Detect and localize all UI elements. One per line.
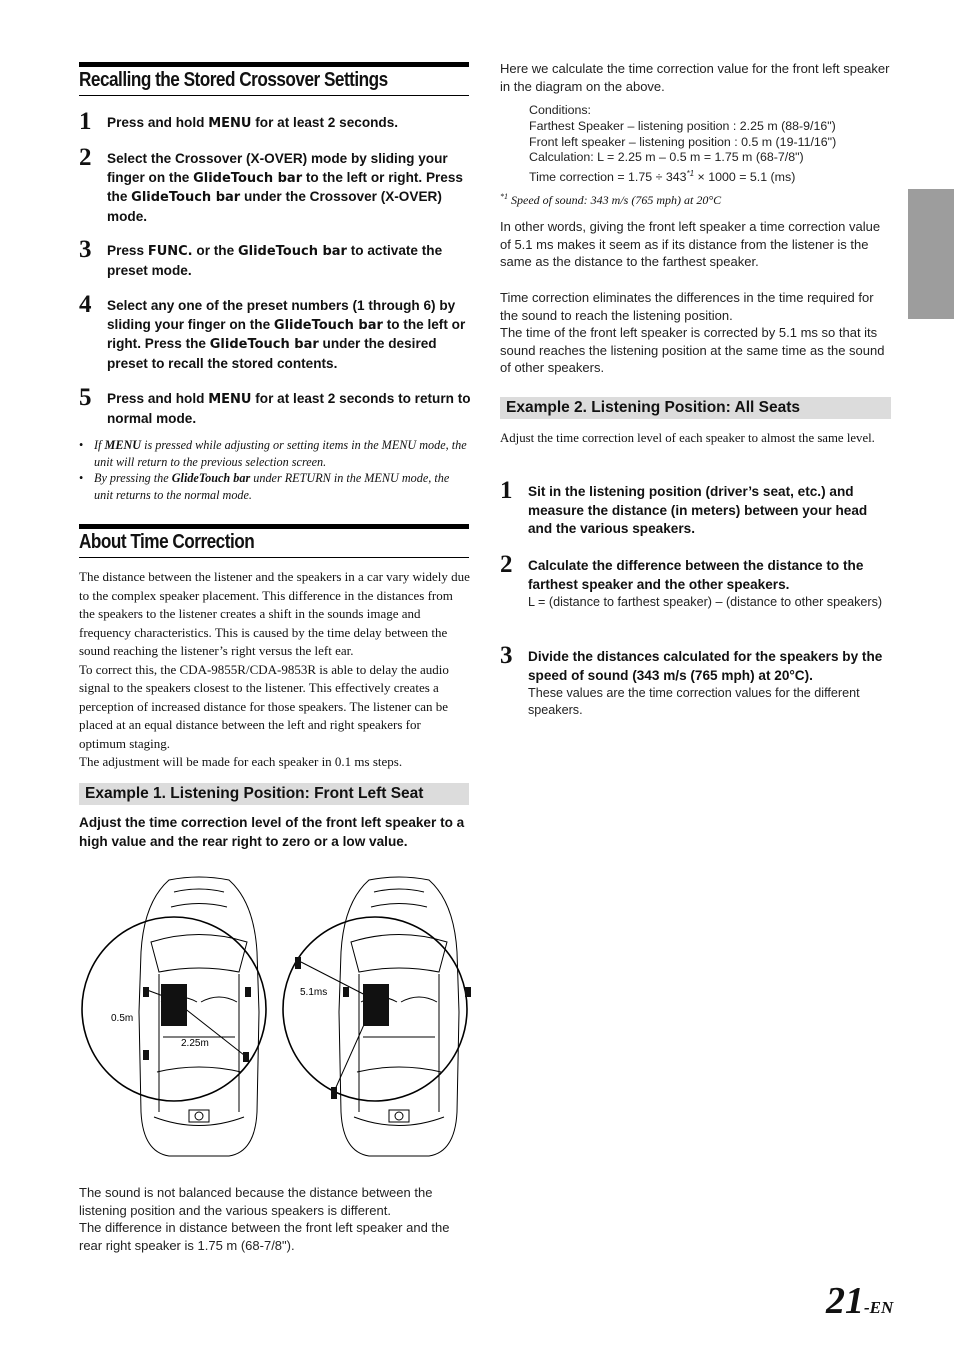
note-item: • By pressing the GlideTouch bar under RETURN in the MENU mode, the unit returns to the normal mode. xyxy=(79,470,469,503)
all-seats-step-3: 3 Divide the distances calculated for the speakers by the speed of sound (343 m/s (765 mph) at 20°C). These values are the time correction values for the different speakers. xyxy=(500,642,883,717)
notes-list xyxy=(79,437,469,503)
recall-step-3: 3 Press FUNC. or the GlideTouch bar to activate the preset mode. xyxy=(79,236,443,278)
para-in-other-words: In other words, giving the front left speaker a time correction value of 5.1 ms makes it seem as if its distance from the listener is the same as the distance to the farthest speaker. xyxy=(500,219,881,270)
example1-instruction: Adjust the time correction level of the front left speaker to a high value and the rear right to zero or a low value. xyxy=(79,815,465,849)
recall-step-2: 2 Select the Crossover (X-OVER) mode by sliding your finger on the GlideTouch bar to the left or right. Press the GlideTouch bar under the Crossover (X-OVER) mode. xyxy=(79,144,463,224)
all-seats-step-1: 1 Sit in the listening position (driver’s seat, etc.) and measure the distance (in meters) between your head and the various speakers. xyxy=(500,477,868,536)
heading-about-time-correction: About Time Correction xyxy=(79,524,469,558)
footnote: $^{*1}$ Speed of sound: 343 m/s (765 mph) at 20°C xyxy=(500,192,722,207)
recall-step-1: 1 Press and hold MENU for at least 2 seconds. xyxy=(79,108,399,135)
car-speaker-diagram xyxy=(79,872,471,1162)
calc-intro: Here we calculate the time correction value for the front left speaker in the diagram on the above. xyxy=(500,61,890,94)
label-0-5m: 0.5m xyxy=(111,1013,134,1024)
diagram-caption: The sound is not balanced because the distance between the listening position and the various speakers is different. The difference in distance between the front left speaker and the rear right speaker is 1.75 m (68-7/8"). xyxy=(79,1185,450,1253)
section-tab xyxy=(908,189,954,319)
note-item: • If MENU is pressed while adjusting or setting items in the MENU mode, the unit will return to the previous selection screen. xyxy=(79,437,469,470)
seat-right xyxy=(363,984,389,1026)
seat-left xyxy=(161,984,187,1026)
para-time-correction: Time correction eliminates the differences in the time required for the sound to reach the listening position. The time of the front left speaker is corrected by 5.1 ms so that its sound reaches the listening position at the same time as the sound of other speakers. xyxy=(500,290,885,376)
speaker-icons xyxy=(143,957,471,1099)
conditions-block: Conditions: Farthest Speaker – listening position : 2.25 m (88-9/16") Front left speaker – listening position : 0.5 m (19-11/16") Calculation: L = 2.25 m – 0.5 m = 1.75 m (68-7/8") Time correction = $1.75 \div 343^{*1} \times 1000 = 5.1$ (ms) xyxy=(529,103,837,185)
recall-step-4: 4 Select any one of the preset numbers (1 through 6) by sliding your finger on the GlideTouch bar to the left or right. Press the GlideTouch bar under the desired preset to recall the stored contents. xyxy=(79,291,466,371)
label-2-25m: 2.25m xyxy=(181,1038,209,1049)
recall-step-5: 5 Press and hold MENU for at least 2 seconds to return to normal mode. xyxy=(79,384,471,426)
heading-recalling-crossover: Recalling the Stored Crossover Settings xyxy=(79,62,469,96)
page-number: 21-EN xyxy=(826,1280,894,1322)
all-seats-step-2: 2 Calculate the difference between the distance to the farthest speaker and the other speakers. L = (distance to farthest speaker) – (distance to other speakers) xyxy=(500,551,883,609)
example2-title-bar: Example 2. Listening Position: All Seats xyxy=(500,397,891,419)
example1-title-bar: Example 1. Listening Position: Front Left Seat xyxy=(79,783,469,805)
time-correction-body: The distance between the listener and the speakers in a car vary widely due to the complex speaker placement. This difference in the distances from the speakers to the listener creates a shift in the sounds image and frequency characteristics. This is caused by the time delay between the sound reaching the listener’s right versus the left ear. To correct this, the CDA-9855R/CDA-9853R is able to delay the audio signal to the speakers closest to the listener. This effectively creates a perception of increased distance for those speakers. The listener can be placed at an equal distance between the left and right speakers for optimum staging. The adjustment will be made for each speaker in 0.1 ms steps. xyxy=(79,569,470,769)
label-5-1ms: 5.1ms xyxy=(300,987,328,998)
example2-text: Adjust the time correction level of each speaker to almost the same level. xyxy=(500,431,875,445)
